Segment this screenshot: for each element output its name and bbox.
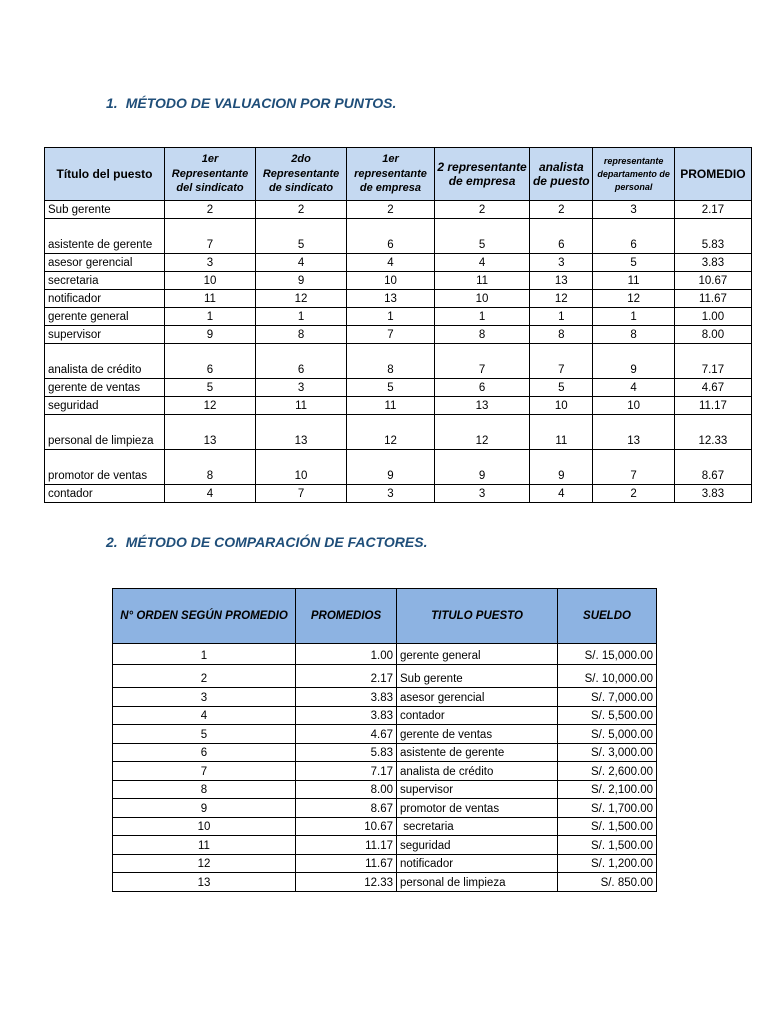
score-cell: 13 bbox=[593, 415, 674, 450]
table1-header-row bbox=[45, 148, 752, 201]
salary-cell: S/. 3,000.00 bbox=[558, 743, 657, 762]
job-title-cell: asistente de gerente bbox=[45, 219, 165, 254]
average-cell: 1.00 bbox=[296, 644, 397, 665]
score-cell: 4 bbox=[256, 254, 347, 272]
average-cell: 11.17 bbox=[296, 836, 397, 855]
score-cell: 9 bbox=[164, 326, 255, 344]
job-title-cell: Sub gerente bbox=[45, 201, 165, 219]
table-row bbox=[45, 485, 752, 503]
header-personnel-rep: representante departamento de personal bbox=[593, 148, 674, 201]
table-row bbox=[45, 415, 752, 450]
average-cell: 11.17 bbox=[674, 397, 751, 415]
average-cell: 4.67 bbox=[674, 379, 751, 397]
score-cell: 9 bbox=[434, 450, 529, 485]
header-company-rep-1: 1er representante de empresa bbox=[347, 148, 435, 201]
salary-cell: S/. 2,600.00 bbox=[558, 762, 657, 781]
header-union-rep-1: 1er Representante del sindicato bbox=[164, 148, 255, 201]
section2-title: MÉTODO DE COMPARACIÓN DE FACTORES. bbox=[125, 534, 428, 550]
job-title-cell: gerente de ventas bbox=[397, 725, 558, 744]
score-cell: 10 bbox=[347, 272, 435, 290]
score-cell: 8 bbox=[347, 344, 435, 379]
table-row bbox=[113, 725, 657, 744]
section1-title: MÉTODO DE VALUACION POR PUNTOS. bbox=[125, 95, 397, 111]
order-cell: 10 bbox=[113, 817, 296, 836]
score-cell: 11 bbox=[530, 415, 593, 450]
order-cell: 8 bbox=[113, 780, 296, 799]
table-row bbox=[113, 799, 657, 818]
average-cell: 3.83 bbox=[296, 688, 397, 707]
score-cell: 5 bbox=[256, 219, 347, 254]
table-row bbox=[45, 450, 752, 485]
section1-number: 1. bbox=[106, 95, 118, 111]
score-cell: 8 bbox=[530, 326, 593, 344]
score-cell: 13 bbox=[256, 415, 347, 450]
score-cell: 8 bbox=[164, 450, 255, 485]
job-title-cell: asesor gerencial bbox=[45, 254, 165, 272]
score-cell: 3 bbox=[164, 254, 255, 272]
score-cell: 11 bbox=[593, 272, 674, 290]
table-row bbox=[45, 254, 752, 272]
job-title-cell: promotor de ventas bbox=[45, 450, 165, 485]
job-title-cell: asesor gerencial bbox=[397, 688, 558, 707]
average-cell: 7.17 bbox=[296, 762, 397, 781]
job-title-cell: secretaria bbox=[45, 272, 165, 290]
score-cell: 12 bbox=[530, 290, 593, 308]
score-cell: 2 bbox=[347, 201, 435, 219]
score-cell: 12 bbox=[593, 290, 674, 308]
header-job-analyst: analista de puesto bbox=[530, 148, 593, 201]
score-cell: 7 bbox=[530, 344, 593, 379]
job-title-cell: analista de crédito bbox=[397, 762, 558, 781]
average-cell: 5.83 bbox=[296, 743, 397, 762]
score-cell: 1 bbox=[593, 308, 674, 326]
table-row bbox=[113, 854, 657, 873]
score-cell: 6 bbox=[347, 219, 435, 254]
score-cell: 5 bbox=[434, 219, 529, 254]
order-cell: 2 bbox=[113, 665, 296, 688]
job-title-cell: supervisor bbox=[397, 780, 558, 799]
score-cell: 4 bbox=[530, 485, 593, 503]
score-cell: 5 bbox=[164, 379, 255, 397]
table-row bbox=[113, 706, 657, 725]
score-cell: 3 bbox=[593, 201, 674, 219]
score-cell: 2 bbox=[593, 485, 674, 503]
average-cell: 4.67 bbox=[296, 725, 397, 744]
table-row bbox=[45, 326, 752, 344]
order-cell: 4 bbox=[113, 706, 296, 725]
score-cell: 9 bbox=[530, 450, 593, 485]
average-cell: 3.83 bbox=[674, 254, 751, 272]
score-cell: 3 bbox=[347, 485, 435, 503]
score-cell: 7 bbox=[593, 450, 674, 485]
score-cell: 7 bbox=[347, 326, 435, 344]
header-averages: PROMEDIOS bbox=[296, 589, 397, 644]
score-cell: 2 bbox=[530, 201, 593, 219]
score-cell: 13 bbox=[530, 272, 593, 290]
average-cell: 8.67 bbox=[674, 450, 751, 485]
table-row bbox=[113, 780, 657, 799]
table-row bbox=[45, 344, 752, 379]
table-row bbox=[45, 308, 752, 326]
job-title-cell: contador bbox=[45, 485, 165, 503]
header-salary: SUELDO bbox=[558, 589, 657, 644]
section2-heading bbox=[106, 534, 428, 550]
table-row bbox=[113, 644, 657, 665]
salary-cell: S/. 1,200.00 bbox=[558, 854, 657, 873]
table-row bbox=[113, 873, 657, 892]
order-cell: 13 bbox=[113, 873, 296, 892]
score-cell: 4 bbox=[164, 485, 255, 503]
average-cell: 2.17 bbox=[296, 665, 397, 688]
score-cell: 5 bbox=[347, 379, 435, 397]
order-cell: 12 bbox=[113, 854, 296, 873]
job-title-cell: supervisor bbox=[45, 326, 165, 344]
score-cell: 12 bbox=[347, 415, 435, 450]
score-cell: 1 bbox=[256, 308, 347, 326]
order-cell: 3 bbox=[113, 688, 296, 707]
score-cell: 10 bbox=[256, 450, 347, 485]
score-cell: 6 bbox=[256, 344, 347, 379]
header-union-rep-2: 2do Representante de sindicato bbox=[256, 148, 347, 201]
score-cell: 10 bbox=[530, 397, 593, 415]
score-cell: 5 bbox=[593, 254, 674, 272]
score-cell: 1 bbox=[434, 308, 529, 326]
score-cell: 11 bbox=[256, 397, 347, 415]
average-cell: 1.00 bbox=[674, 308, 751, 326]
points-valuation-table bbox=[44, 147, 752, 503]
score-cell: 7 bbox=[256, 485, 347, 503]
job-title-cell: asistente de gerente bbox=[397, 743, 558, 762]
average-cell: 12.33 bbox=[674, 415, 751, 450]
score-cell: 5 bbox=[530, 379, 593, 397]
score-cell: 7 bbox=[164, 219, 255, 254]
table-row bbox=[45, 272, 752, 290]
job-title-cell: contador bbox=[397, 706, 558, 725]
score-cell: 11 bbox=[434, 272, 529, 290]
job-title-cell: gerente general bbox=[397, 644, 558, 665]
table-row bbox=[45, 290, 752, 308]
table2-header-row bbox=[113, 589, 657, 644]
score-cell: 1 bbox=[347, 308, 435, 326]
score-cell: 10 bbox=[593, 397, 674, 415]
average-cell: 5.83 bbox=[674, 219, 751, 254]
score-cell: 10 bbox=[164, 272, 255, 290]
score-cell: 11 bbox=[347, 397, 435, 415]
table-row bbox=[113, 688, 657, 707]
score-cell: 11 bbox=[164, 290, 255, 308]
factor-comparison-table bbox=[112, 588, 657, 892]
score-cell: 10 bbox=[434, 290, 529, 308]
job-title-cell: seguridad bbox=[397, 836, 558, 855]
score-cell: 1 bbox=[530, 308, 593, 326]
salary-cell: S/. 1,500.00 bbox=[558, 817, 657, 836]
average-cell: 11.67 bbox=[296, 854, 397, 873]
header-job-title: TITULO PUESTO bbox=[397, 589, 558, 644]
job-title-cell: personal de limpieza bbox=[45, 415, 165, 450]
table-row bbox=[113, 836, 657, 855]
score-cell: 2 bbox=[256, 201, 347, 219]
score-cell: 9 bbox=[256, 272, 347, 290]
score-cell: 3 bbox=[530, 254, 593, 272]
order-cell: 1 bbox=[113, 644, 296, 665]
order-cell: 5 bbox=[113, 725, 296, 744]
job-title-cell: gerente de ventas bbox=[45, 379, 165, 397]
table-row bbox=[113, 817, 657, 836]
salary-cell: S/. 1,500.00 bbox=[558, 836, 657, 855]
job-title-cell: Sub gerente bbox=[397, 665, 558, 688]
score-cell: 4 bbox=[434, 254, 529, 272]
table-row bbox=[45, 201, 752, 219]
order-cell: 11 bbox=[113, 836, 296, 855]
score-cell: 12 bbox=[434, 415, 529, 450]
table-row bbox=[113, 743, 657, 762]
job-title-cell: gerente general bbox=[45, 308, 165, 326]
job-title-cell: personal de limpieza bbox=[397, 873, 558, 892]
table-row bbox=[45, 219, 752, 254]
score-cell: 8 bbox=[434, 326, 529, 344]
score-cell: 4 bbox=[593, 379, 674, 397]
table-row bbox=[45, 379, 752, 397]
average-cell: 3.83 bbox=[296, 706, 397, 725]
score-cell: 6 bbox=[164, 344, 255, 379]
average-cell: 11.67 bbox=[674, 290, 751, 308]
average-cell: 3.83 bbox=[674, 485, 751, 503]
section1-heading bbox=[106, 95, 396, 111]
salary-cell: S/. 2,100.00 bbox=[558, 780, 657, 799]
average-cell: 8.67 bbox=[296, 799, 397, 818]
score-cell: 13 bbox=[434, 397, 529, 415]
order-cell: 6 bbox=[113, 743, 296, 762]
table-row bbox=[113, 762, 657, 781]
job-title-cell: secretaria bbox=[397, 817, 558, 836]
job-title-cell: analista de crédito bbox=[45, 344, 165, 379]
average-cell: 12.33 bbox=[296, 873, 397, 892]
score-cell: 9 bbox=[593, 344, 674, 379]
average-cell: 7.17 bbox=[674, 344, 751, 379]
score-cell: 2 bbox=[434, 201, 529, 219]
average-cell: 10.67 bbox=[296, 817, 397, 836]
salary-cell: S/. 850.00 bbox=[558, 873, 657, 892]
table-row bbox=[45, 397, 752, 415]
salary-cell: S/. 5,500.00 bbox=[558, 706, 657, 725]
header-order: N° ORDEN SEGÚN PROMEDIO bbox=[113, 589, 296, 644]
score-cell: 8 bbox=[256, 326, 347, 344]
salary-cell: S/. 5,000.00 bbox=[558, 725, 657, 744]
section2-number: 2. bbox=[106, 534, 118, 550]
score-cell: 7 bbox=[434, 344, 529, 379]
job-title-cell: notificador bbox=[45, 290, 165, 308]
job-title-cell: promotor de ventas bbox=[397, 799, 558, 818]
header-average: PROMEDIO bbox=[674, 148, 751, 201]
score-cell: 8 bbox=[593, 326, 674, 344]
header-job-title: Título del puesto bbox=[45, 148, 165, 201]
salary-cell: S/. 7,000.00 bbox=[558, 688, 657, 707]
score-cell: 12 bbox=[256, 290, 347, 308]
average-cell: 10.67 bbox=[674, 272, 751, 290]
score-cell: 2 bbox=[164, 201, 255, 219]
score-cell: 3 bbox=[256, 379, 347, 397]
header-company-rep-2: 2 representante de empresa bbox=[434, 148, 529, 201]
average-cell: 8.00 bbox=[296, 780, 397, 799]
score-cell: 6 bbox=[530, 219, 593, 254]
score-cell: 12 bbox=[164, 397, 255, 415]
table-row bbox=[113, 665, 657, 688]
order-cell: 7 bbox=[113, 762, 296, 781]
score-cell: 6 bbox=[593, 219, 674, 254]
score-cell: 3 bbox=[434, 485, 529, 503]
job-title-cell: seguridad bbox=[45, 397, 165, 415]
score-cell: 1 bbox=[164, 308, 255, 326]
average-cell: 8.00 bbox=[674, 326, 751, 344]
salary-cell: S/. 15,000.00 bbox=[558, 644, 657, 665]
order-cell: 9 bbox=[113, 799, 296, 818]
score-cell: 6 bbox=[434, 379, 529, 397]
job-title-cell: notificador bbox=[397, 854, 558, 873]
score-cell: 13 bbox=[164, 415, 255, 450]
score-cell: 4 bbox=[347, 254, 435, 272]
score-cell: 13 bbox=[347, 290, 435, 308]
salary-cell: S/. 1,700.00 bbox=[558, 799, 657, 818]
salary-cell: S/. 10,000.00 bbox=[558, 665, 657, 688]
score-cell: 9 bbox=[347, 450, 435, 485]
average-cell: 2.17 bbox=[674, 201, 751, 219]
